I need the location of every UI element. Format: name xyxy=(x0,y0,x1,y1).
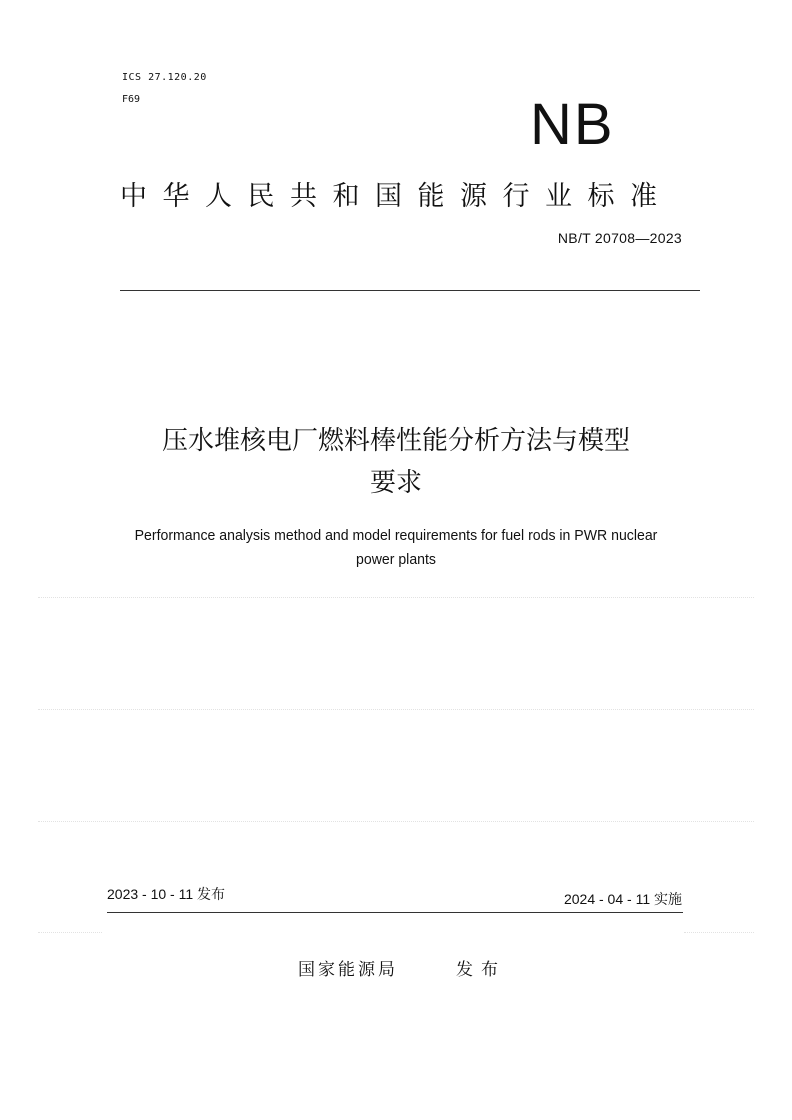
standard-number: NB/T 20708—2023 xyxy=(557,230,682,246)
nb-logo: NB xyxy=(530,92,615,157)
title-cn-line2: 要求 xyxy=(369,468,422,498)
issuer: 国家能源局 xyxy=(298,960,398,980)
issuer-action: 发布 xyxy=(456,960,506,980)
ics-code: ICS 27.120.20 xyxy=(122,72,207,83)
dotted-divider xyxy=(38,709,754,710)
title-en-line1: Performance analysis method and model requirements for fuel rods in PWR nuclear xyxy=(134,527,658,544)
standard-type: 中华人民共和国能源行业标准 xyxy=(120,181,673,212)
dotted-divider xyxy=(684,932,754,933)
issue-date: 2023 - 10 - 11 发布 xyxy=(107,886,226,902)
dotted-divider xyxy=(38,932,102,933)
ccs-code: F69 xyxy=(122,94,141,105)
header-divider xyxy=(120,290,700,291)
dotted-divider xyxy=(38,597,754,598)
dotted-divider xyxy=(38,821,754,822)
footer-divider xyxy=(107,912,683,913)
title-cn-line1: 压水堆核电厂燃料棒性能分析方法与模型 xyxy=(161,426,630,456)
implementation-date: 2024 - 04 - 11 实施 xyxy=(563,891,682,907)
title-en-line2: power plants xyxy=(356,551,436,568)
